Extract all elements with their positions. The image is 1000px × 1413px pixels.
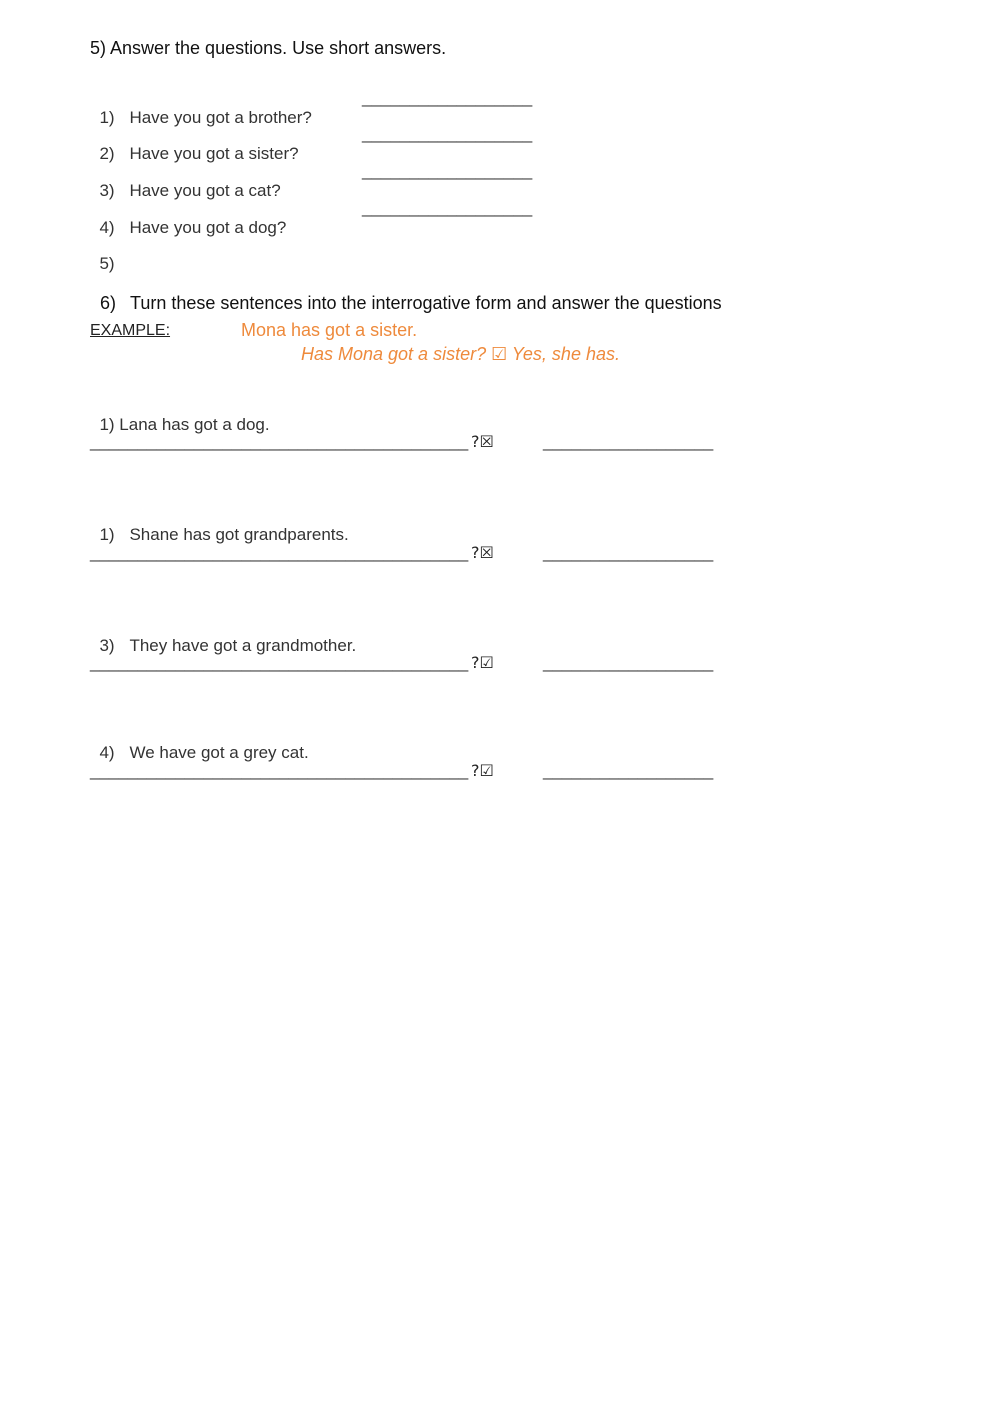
sentence-number: 4): [99, 743, 115, 762]
check-box-icon: ?☑: [471, 761, 494, 780]
question-line-1[interactable]: ________________________________________: [90, 432, 469, 451]
section-5-heading: 5) Answer the questions. Use short answers.: [90, 38, 447, 58]
short-answer-line-2[interactable]: __________________: [543, 543, 714, 562]
short-answer-line-3[interactable]: __________________: [543, 653, 714, 672]
question-2: [90, 124, 299, 164]
example-label: EXAMPLE:: [90, 322, 171, 339]
sentence-3: [90, 616, 356, 656]
question-line-4[interactable]: ________________________________________: [90, 761, 469, 780]
question-text: Have you got a sister?: [129, 144, 299, 163]
answer-blank-4[interactable]: __________________: [362, 198, 533, 217]
answer-blank-2[interactable]: __________________: [362, 124, 533, 143]
sentence-4: [90, 723, 309, 763]
question-5: [90, 234, 129, 274]
question-number: 4): [99, 218, 115, 237]
cross-box-icon: ?☒: [471, 543, 494, 562]
section-6-number: 6): [100, 293, 117, 313]
question-number: 2): [99, 144, 115, 163]
question-text: Have you got a cat?: [129, 181, 281, 200]
question-text: Have you got a dog?: [129, 218, 287, 237]
sentence-text: We have got a grey cat.: [129, 743, 309, 762]
cross-box-icon: ?☒: [471, 432, 494, 451]
sentence-2: [90, 505, 349, 545]
sentence-text: They have got a grandmother.: [129, 636, 357, 655]
check-box-icon: ?☑: [471, 653, 494, 672]
sentence-text: 1) Lana has got a dog.: [99, 415, 270, 434]
short-answer-line-1[interactable]: __________________: [543, 432, 714, 451]
sentence-1: [90, 395, 270, 435]
short-answer-line-4[interactable]: __________________: [543, 761, 714, 780]
question-number: 1): [99, 108, 115, 127]
sentence-text: Shane has got grandparents.: [129, 525, 349, 544]
question-text: Have you got a brother?: [129, 108, 312, 127]
question-number: 5): [99, 254, 115, 273]
section-6-heading-text: Turn these sentences into the interrogative form and answer the questions: [130, 293, 722, 313]
question-number: 3): [99, 181, 115, 200]
section-6-heading: [90, 272, 722, 314]
answer-blank-1[interactable]: __________________: [362, 88, 533, 107]
question-line-3[interactable]: ________________________________________: [90, 653, 469, 672]
example-sentence: Mona has got a sister.: [241, 320, 418, 340]
question-4: [90, 198, 286, 238]
sentence-number: 3): [99, 636, 115, 655]
question-3: [90, 161, 281, 201]
example-answer: Has Mona got a sister? ☑ Yes, she has.: [301, 344, 620, 364]
sentence-number: 1): [99, 525, 115, 544]
question-line-2[interactable]: ________________________________________: [90, 543, 469, 562]
question-1: [90, 88, 312, 128]
answer-blank-3[interactable]: __________________: [362, 161, 533, 180]
